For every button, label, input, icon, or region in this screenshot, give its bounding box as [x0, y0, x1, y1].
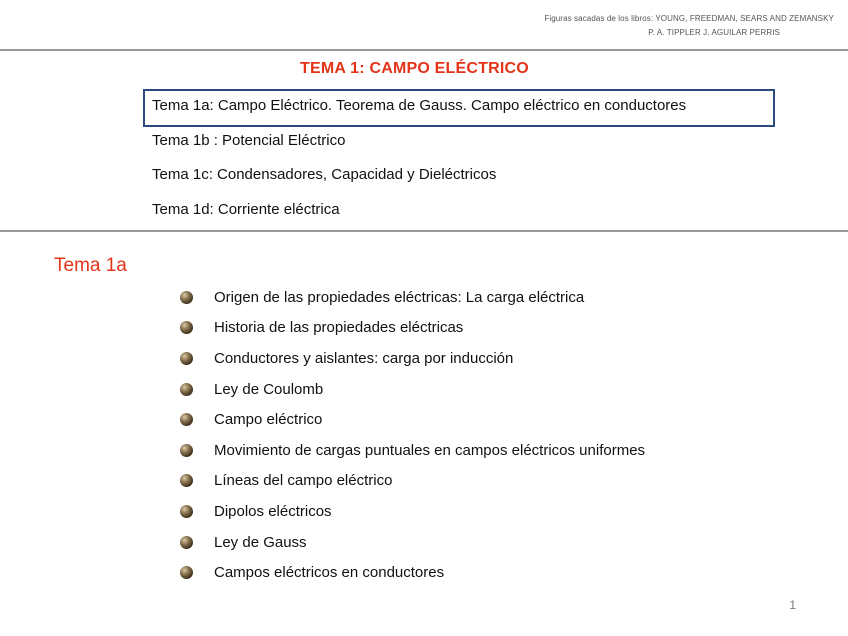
page-number: 1 — [789, 598, 796, 612]
top-divider — [0, 49, 848, 51]
list-item-text: Ley de Gauss — [214, 533, 307, 551]
credits-line-2: P. A. TIPPLER J. AGUILAR PERRIS — [648, 28, 780, 37]
list-item — [180, 496, 645, 527]
credits-line-1: Figuras sacadas de los libros: YOUNG, FREEDMAN, SEARS AND ZEMANSKY — [544, 14, 834, 23]
contents-list — [180, 282, 645, 588]
topic-1a: Tema 1a: Campo Eléctrico. Teorema de Gauss. Campo eléctrico en conductores — [152, 97, 687, 114]
list-item — [180, 313, 645, 344]
list-item-text: Historia de las propiedades eléctricas — [214, 319, 464, 337]
list-item — [180, 282, 645, 313]
bullet-icon — [180, 444, 193, 457]
list-item — [180, 404, 645, 435]
bullet-icon — [180, 383, 193, 396]
list-item — [180, 343, 645, 374]
bullet-icon — [180, 505, 193, 518]
list-item-text: Conductores y aislantes: carga por inducción — [214, 349, 514, 367]
list-item — [180, 435, 645, 466]
topic-1b: Tema 1b : Potencial Eléctrico — [152, 132, 346, 149]
list-item-text: Ley de Coulomb — [214, 380, 324, 398]
bullet-icon — [180, 321, 193, 334]
book-credits — [544, 12, 834, 40]
list-item — [180, 374, 645, 405]
list-item — [180, 527, 645, 558]
list-item — [180, 557, 645, 588]
bottom-divider — [0, 230, 848, 232]
bullet-icon — [180, 291, 193, 304]
list-item-text: Líneas del campo eléctrico — [214, 472, 393, 490]
topic-1c: Tema 1c: Condensadores, Capacidad y Dieléctricos — [152, 166, 497, 183]
section-title: Tema 1a — [54, 255, 127, 276]
list-item-text: Campo eléctrico — [214, 411, 323, 429]
bullet-icon — [180, 352, 193, 365]
bullet-icon — [180, 566, 193, 579]
list-item-text: Origen de las propiedades eléctricas: La carga eléctrica — [214, 288, 585, 306]
list-item-text: Campos eléctricos en conductores — [214, 564, 445, 582]
list-item-text: Movimiento de cargas puntuales en campos eléctricos uniformes — [214, 441, 646, 459]
bullet-icon — [180, 413, 193, 426]
bullet-icon — [180, 474, 193, 487]
list-item — [180, 466, 645, 497]
list-item-text: Dipolos eléctricos — [214, 502, 332, 520]
topic-1d: Tema 1d: Corriente eléctrica — [152, 201, 340, 218]
bullet-icon — [180, 536, 193, 549]
page-title: TEMA 1: CAMPO ELÉCTRICO — [300, 60, 529, 77]
